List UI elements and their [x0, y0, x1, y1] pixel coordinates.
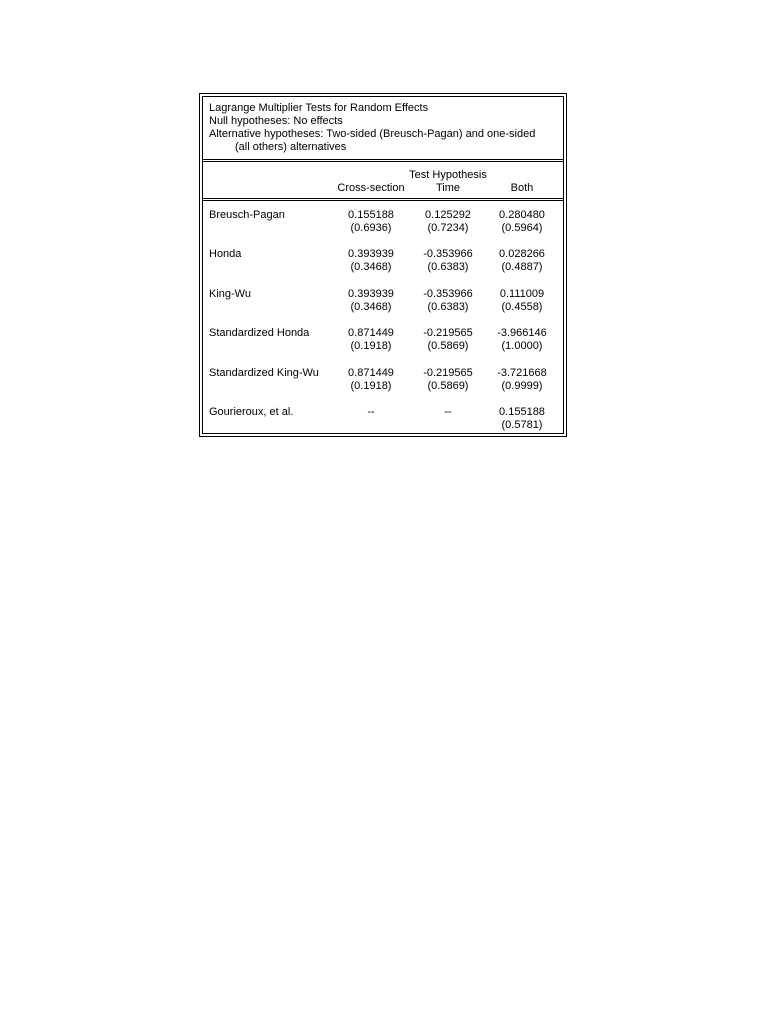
time-cell: -0.219565 (0.5869): [423, 367, 473, 392]
column-header-row: [203, 182, 563, 195]
table-row: [203, 406, 563, 432]
time-cell: -0.353966 (0.6383): [423, 248, 473, 273]
lm-test-table-frame: [199, 93, 567, 437]
cross-section-cell: 0.393939 (0.3468): [348, 288, 394, 313]
table-header: [209, 102, 559, 154]
column-header-both: Both: [510, 182, 534, 194]
row-label: Gourieroux, et al.: [209, 406, 294, 418]
time-cell: -0.219565 (0.5869): [423, 327, 473, 352]
lm-test-table: [202, 96, 564, 434]
table-row: [203, 288, 563, 314]
row-label: King-Wu: [209, 288, 251, 300]
both-cell: 0.280480 (0.5964): [499, 209, 545, 234]
table-row: [203, 367, 563, 393]
null-hypotheses: Null hypotheses: No effects: [209, 115, 343, 127]
group-header: Test Hypothesis: [409, 169, 487, 181]
both-cell: 0.111009 (0.4558): [499, 288, 545, 313]
both-cell: -3.966146 (1.0000): [497, 327, 547, 352]
time-cell: 0.125292 (0.7234): [425, 209, 471, 234]
table-row: [203, 248, 563, 274]
row-label: Breusch-Pagan: [209, 209, 285, 221]
row-label: Standardized King-Wu: [209, 367, 319, 379]
time-cell: --: [444, 406, 452, 418]
cross-section-cell: 0.871449 (0.1918): [348, 367, 394, 392]
both-cell: 0.028266 (0.4887): [499, 248, 545, 273]
row-label: Standardized Honda: [209, 327, 310, 339]
table-row: [203, 327, 563, 353]
column-header-cross-section: Cross-section: [337, 182, 405, 194]
cross-section-cell: 0.155188 (0.6936): [348, 209, 394, 234]
alt-hypotheses-line1: Alternative hypotheses: Two-sided (Breusch-Pagan) and one-sided: [209, 128, 536, 140]
column-header-divider: [203, 198, 563, 201]
cross-section-cell: 0.871449 (0.1918): [348, 327, 394, 352]
row-label: Honda: [209, 248, 242, 260]
table-title: Lagrange Multiplier Tests for Random Effects: [209, 102, 429, 114]
table-row: [203, 209, 563, 235]
cross-section-cell: --: [367, 406, 375, 418]
both-cell: -3.721668 (0.9999): [497, 367, 547, 392]
time-cell: -0.353966 (0.6383): [423, 288, 473, 313]
both-cell: 0.155188 (0.5781): [499, 406, 545, 431]
alt-hypotheses-line2: (all others) alternatives: [235, 141, 347, 153]
cross-section-cell: 0.393939 (0.3468): [348, 248, 394, 273]
header-divider: [203, 159, 563, 162]
column-header-time: Time: [435, 182, 461, 194]
